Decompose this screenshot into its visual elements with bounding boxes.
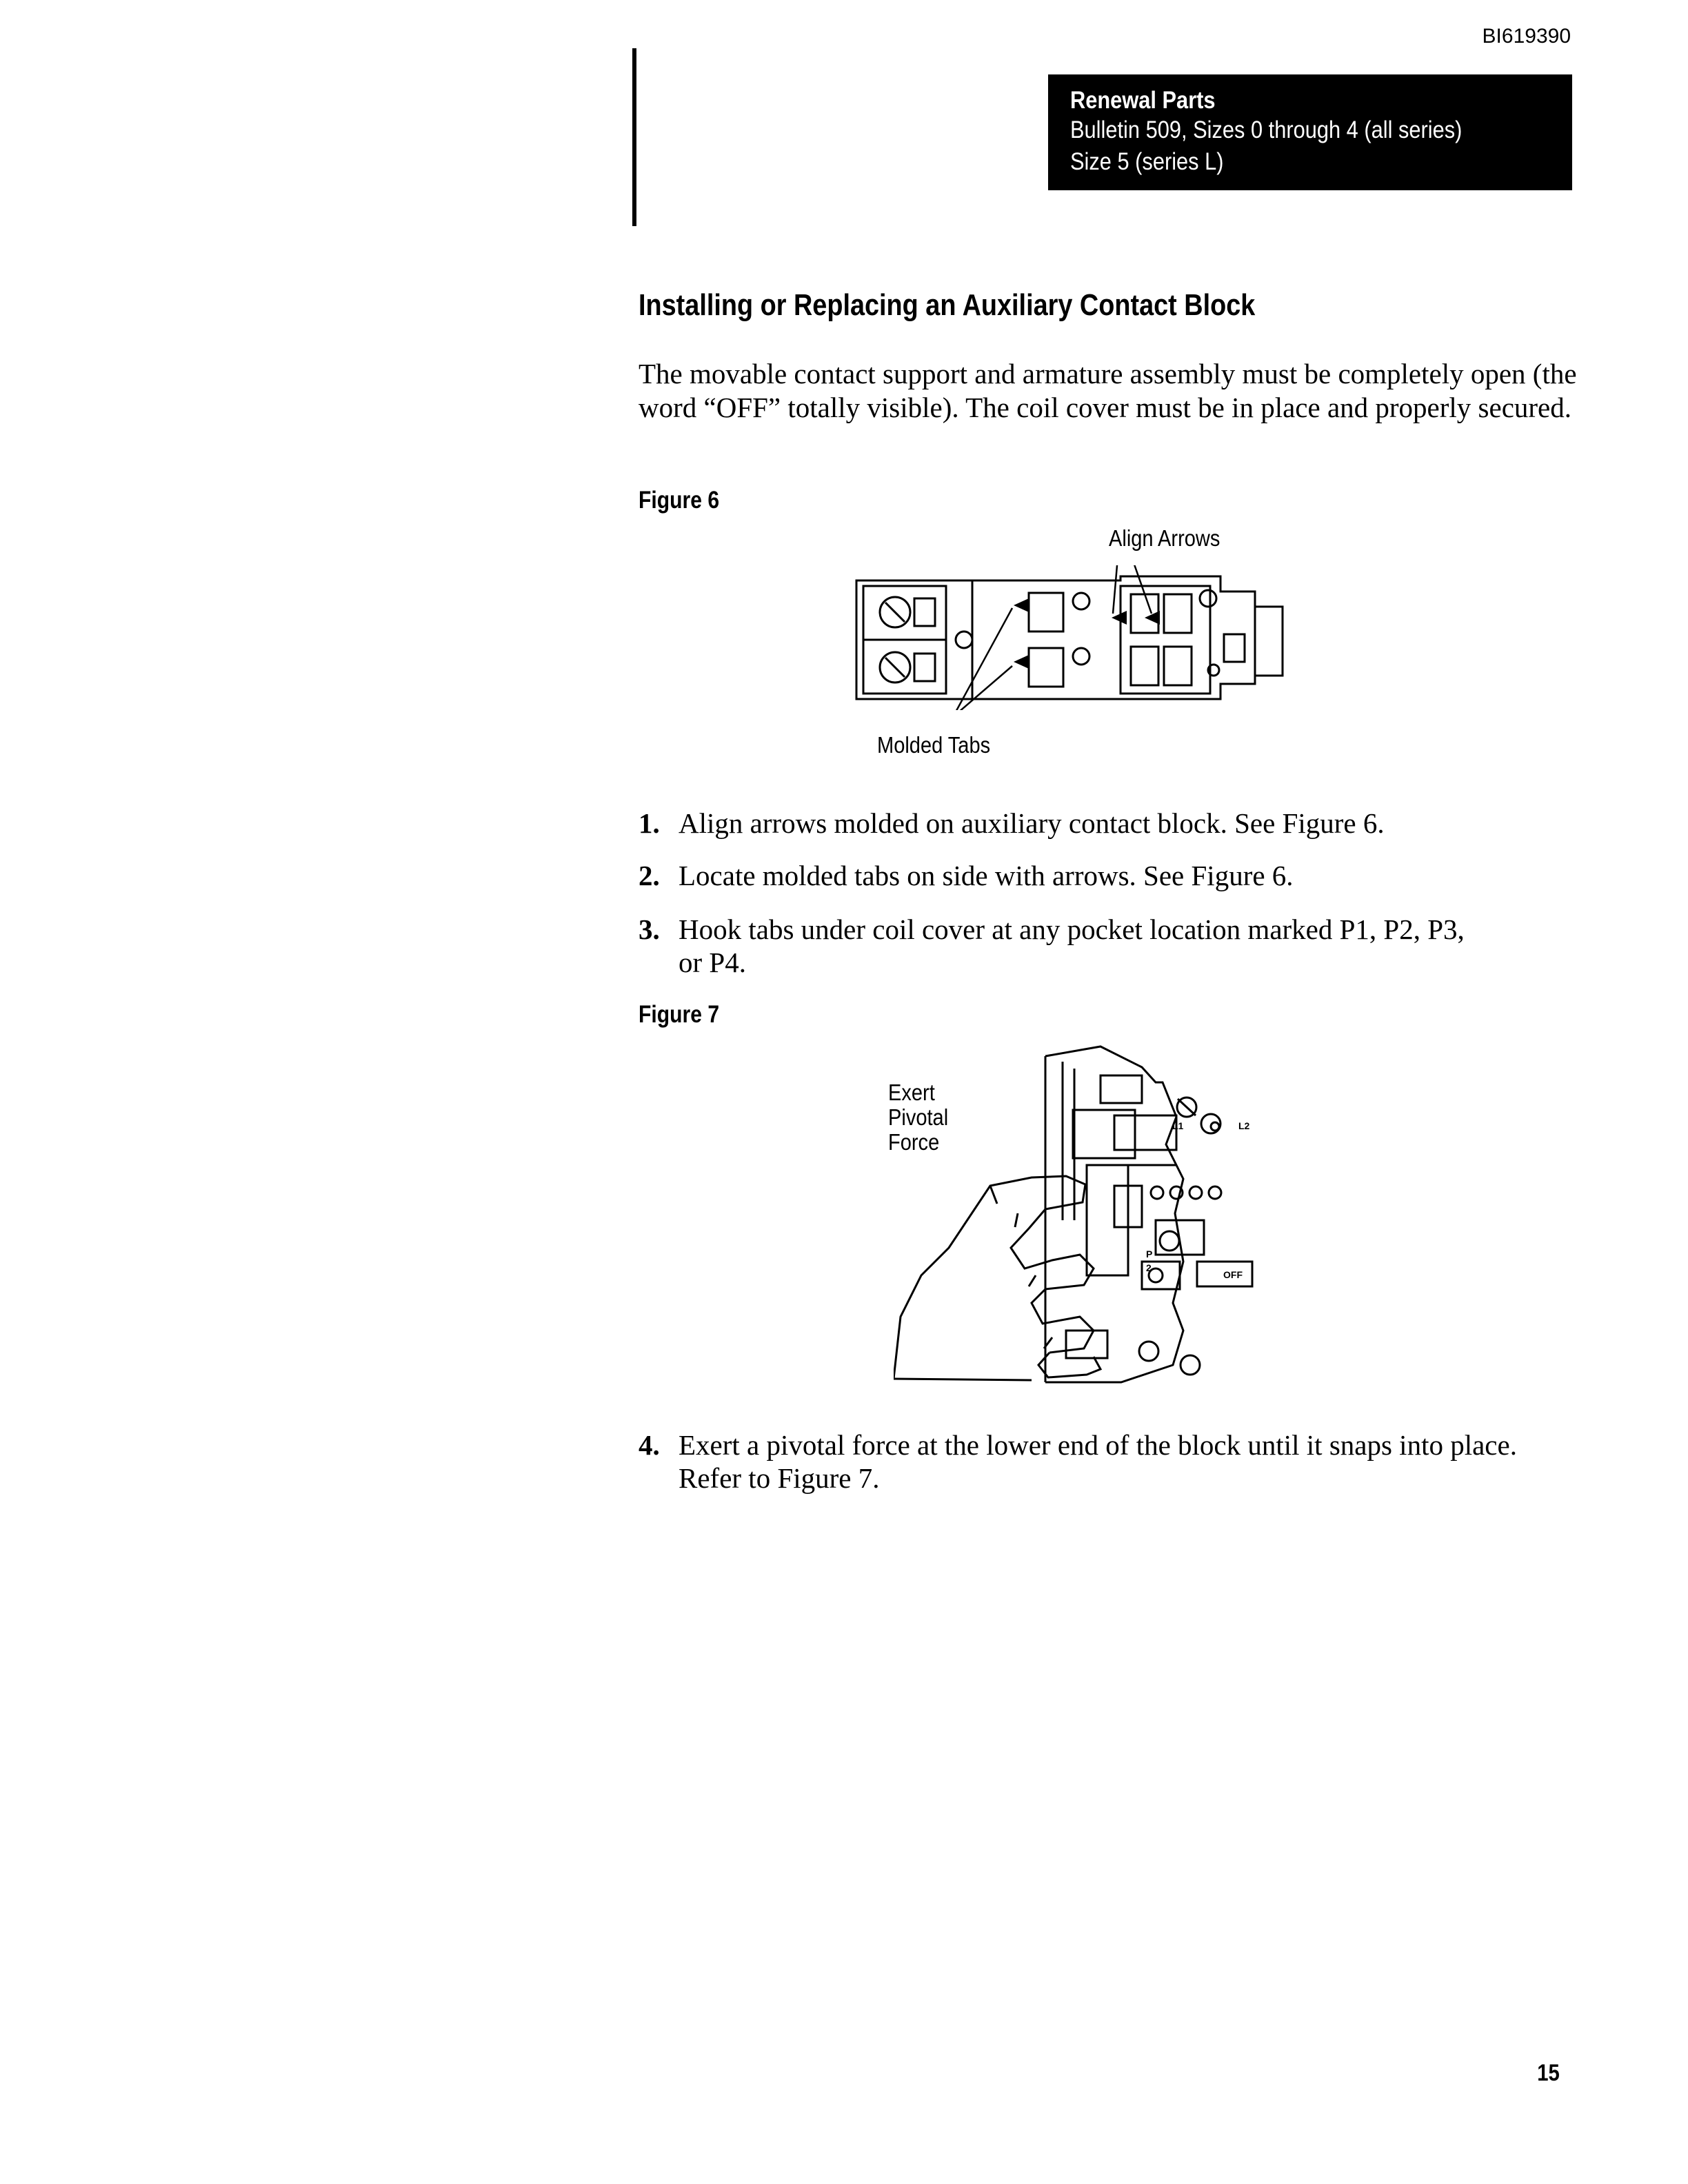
step-2-number: 2. [639,860,660,891]
figure-7-callout-pivotal: Pivotal [888,1104,949,1130]
change-bar [632,48,636,226]
step-3-text-continued: or P4. [679,947,746,978]
step-4-text: Exert a pivotal force at the lower end of the block until it snaps into place. [679,1429,1517,1461]
step-2-text: Locate molded tabs on side with arrows. See Figure 6. [679,860,1294,891]
header-title: Renewal Parts [1070,87,1216,114]
figure-7-mark-2: 2 [1146,1262,1152,1273]
step-4 [639,1428,1590,1495]
header-box [1048,74,1572,190]
figure-7-mark-off: OFF [1223,1269,1243,1280]
figure-6-callout-align-arrows: Align Arrows [1109,525,1220,551]
document-id: BI619390 [1482,25,1571,48]
figure-7-hand-installing-block-drawing [894,1041,1280,1386]
section-title: Installing or Replacing an Auxiliary Contact Block [639,288,1256,322]
figure-7-mark-l1: L1 [1172,1120,1184,1131]
header-line-2: Size 5 (series L) [1070,148,1224,175]
step-4-number: 4. [639,1429,660,1461]
step-3-number: 3. [639,913,660,945]
figure-7-label: Figure 7 [639,1001,720,1028]
figure-7-mark-p: P [1146,1248,1153,1260]
figure-7-callout-exert: Exert [888,1080,935,1105]
figure-6-label: Figure 6 [639,487,720,514]
step-4-text-continued: Refer to Figure 7. [679,1462,880,1494]
figure-7-callout-force: Force [888,1129,940,1155]
step-1-text: Align arrows molded on auxiliary contact block. See Figure 6. [679,807,1385,839]
step-3-text: Hook tabs under coil cover at any pocket location marked P1, P2, P3, [679,913,1465,945]
header-line-1: Bulletin 509, Sizes 0 through 4 (all series) [1070,117,1463,143]
step-1 [639,807,1590,840]
figure-6-contact-block-drawing [848,565,1296,710]
figure-7-mark-l2: L2 [1238,1120,1250,1131]
page-number: 15 [1537,2060,1560,2086]
step-2 [639,859,1590,892]
step-3 [639,913,1590,979]
intro-paragraph: The movable contact support and armature assembly must be completely open (the word “OFF” totally visible). The coil cover must be in place and properly secured. [639,358,1577,423]
step-1-number: 1. [639,807,660,839]
figure-6-callout-molded-tabs: Molded Tabs [877,732,991,758]
